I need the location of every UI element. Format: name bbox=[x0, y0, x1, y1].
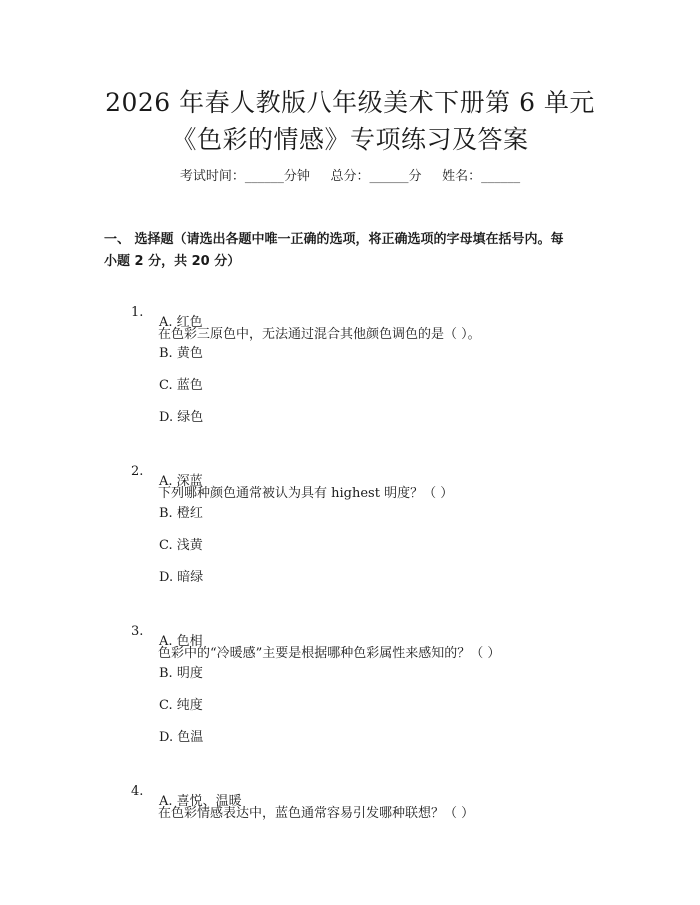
exam-info-line: 考试时间：______分钟 总分：______分 姓名：______ bbox=[179, 169, 521, 184]
question-text: 在色彩三原色中，无法通过混合其他颜色调色的是（ ）。 bbox=[158, 327, 481, 342]
question-2-option-b: B. 橙红 bbox=[159, 506, 203, 521]
question-1-option-b: B. 黄色 bbox=[159, 346, 203, 361]
question-1-option-d: D. 绿色 bbox=[159, 410, 204, 425]
section-heading-line-1: 一、 选择题（请选出各题中唯一正确的选项，将正确选项的字母填在括号内。每 bbox=[104, 232, 564, 247]
question-text: 在色彩情感表达中，蓝色通常容易引发哪种联想？（ ） bbox=[158, 806, 475, 821]
question-3-option-a: A. 色相 bbox=[159, 634, 203, 649]
document-title-line-1: 2026 年春人教版八年级美术下册第 6 单元 bbox=[105, 88, 595, 117]
question-text: 下列哪种颜色通常被认为具有 highest 明度？（ ） bbox=[158, 486, 454, 501]
question-number: 2. bbox=[131, 464, 144, 479]
section-heading-line-2: 小题 2 分，共 20 分） bbox=[104, 254, 241, 269]
question-2-option-a: A. 深蓝 bbox=[159, 474, 203, 489]
question-4-option-a: A. 喜悦、温暖 bbox=[159, 794, 242, 809]
question-2-option-d: D. 暗绿 bbox=[159, 570, 204, 585]
question-3-option-c: C. 纯度 bbox=[159, 698, 203, 713]
question-text: 色彩中的“冷暖感”主要是根据哪种色彩属性来感知的？（ ） bbox=[158, 646, 501, 661]
question-1-option-c: C. 蓝色 bbox=[159, 378, 203, 393]
question-2-option-c: C. 浅黄 bbox=[159, 538, 203, 553]
question-number: 4. bbox=[131, 784, 144, 799]
question-3-option-b: B. 明度 bbox=[159, 666, 203, 681]
document-title-line-2: 《色彩的情感》专项练习及答案 bbox=[171, 125, 529, 154]
question-1-option-a: A. 红色 bbox=[159, 315, 203, 330]
question-number: 1. bbox=[131, 305, 144, 320]
question-3-option-d: D. 色温 bbox=[159, 730, 204, 745]
question-number: 3. bbox=[131, 624, 144, 639]
